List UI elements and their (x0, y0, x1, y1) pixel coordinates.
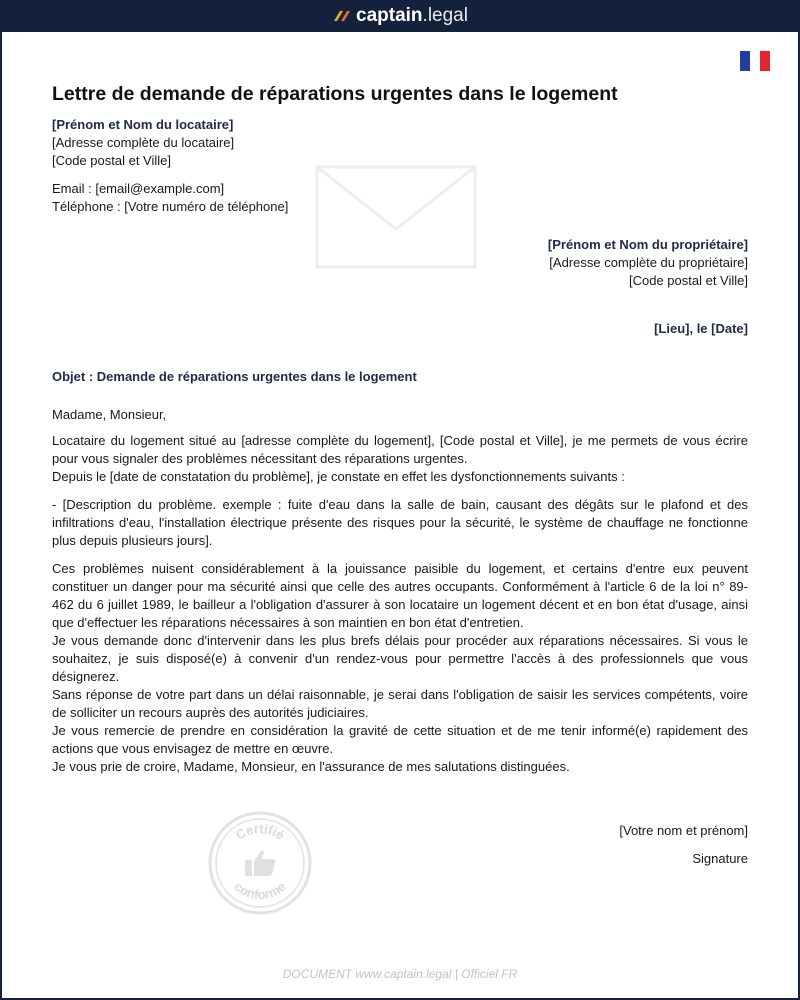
document-page (2, 32, 798, 998)
document-title: Lettre de demande de réparations urgentes dans le logement (52, 83, 618, 105)
top-bar (0, 0, 800, 32)
thumbs-up-icon (245, 850, 275, 876)
envelope-icon (315, 165, 477, 269)
paragraph: Depuis le [date de constatation du problème], je constate en effet les dysfonctionnements suivants : (52, 469, 625, 484)
brand-name: captain (356, 5, 423, 26)
landlord-postal-city: [Code postal et Ville] (629, 273, 748, 288)
stamp-top-text: Certifié (232, 820, 288, 843)
tenant-postal-city: [Code postal et Ville] (52, 153, 171, 168)
landlord-name: [Prénom et Nom du propriétaire] (547, 237, 748, 252)
signoff-name: [Votre nom et prénom] (619, 823, 748, 838)
brand-logo[interactable] (332, 5, 468, 27)
footer-text: DOCUMENT www.captain.legal | Officiel FR (282, 967, 518, 981)
certified-stamp-icon (207, 810, 313, 916)
tenant-phone: Téléphone : [Votre numéro de téléphone] (52, 199, 289, 214)
letter-body (52, 432, 748, 776)
letter-subject: Objet : Demande de réparations urgentes dans le logement (52, 369, 417, 384)
paragraph: Sans réponse de votre part dans un délai raisonnable, je serai dans l'obligation de saisir les services compétents, voire de solliciter un recours auprès des autorités judiciaires. (52, 687, 748, 720)
letter-greeting: Madame, Monsieur, (52, 407, 167, 422)
brand-domain: .legal (422, 5, 468, 26)
place-date: [Lieu], le [Date] (654, 321, 748, 336)
tenant-email: Email : [email@example.com] (52, 181, 225, 196)
signature-label: Signature (692, 851, 748, 866)
landlord-address: [Adresse complète du propriétaire] (549, 255, 748, 270)
paragraph: Je vous prie de croire, Madame, Monsieur, en l'assurance de mes salutations distinguées. (52, 759, 570, 774)
paragraph: Je vous demande donc d'intervenir dans les plus brefs délais pour procéder aux réparations nécessaires. Si vous le souhaitez, je suis disposé(e) à convenir d'un rendez-vous pour permettre l'accès à des professionnels que vous désignerez. (52, 633, 748, 684)
paragraph: Ces problèmes nuisent considérablement à la jouissance paisible du logement, et certains d'entre eux peuvent constituer un danger pour ma sécurité ainsi que celle des autres occupants. Conformément à l'article 6 de la loi n° 89-462 du 6 juillet 1989, le bailleur a l'obligation d'assurer à son locataire un logement décent et en bon état d'usage, ainsi que d'effectuer les réparations nécessaires à son maintien en bon état d'entretien. (52, 561, 748, 630)
tenant-address: [Adresse complète du locataire] (52, 135, 235, 150)
svg-text:conforme (231, 879, 288, 902)
captain-logo-icon (332, 9, 352, 23)
france-flag-icon (740, 51, 770, 71)
paragraph: Locataire du logement situé au [adresse complète du logement], [Code postal et Ville], je me permets de vous écrire pour vous signaler des problèmes nécessitant des réparations urgentes. (52, 433, 748, 466)
paragraph: Je vous remercie de prendre en considération la gravité de cette situation et de me tenir informé(e) rapidement des actions que vous envisagez de mettre en œuvre. (52, 723, 748, 756)
tenant-name: [Prénom et Nom du locataire] (52, 117, 234, 132)
stamp-bottom-text: conforme (231, 878, 289, 903)
paragraph: - [Description du problème. exemple : fuite d'eau dans la salle de bain, causant des dégâts sur le plafond et des infiltrations d'eau, l'installation électrique présente des risques pour la sécurité, le système de chauffage ne fonctionne plus depuis plusieurs jours]. (52, 497, 748, 548)
